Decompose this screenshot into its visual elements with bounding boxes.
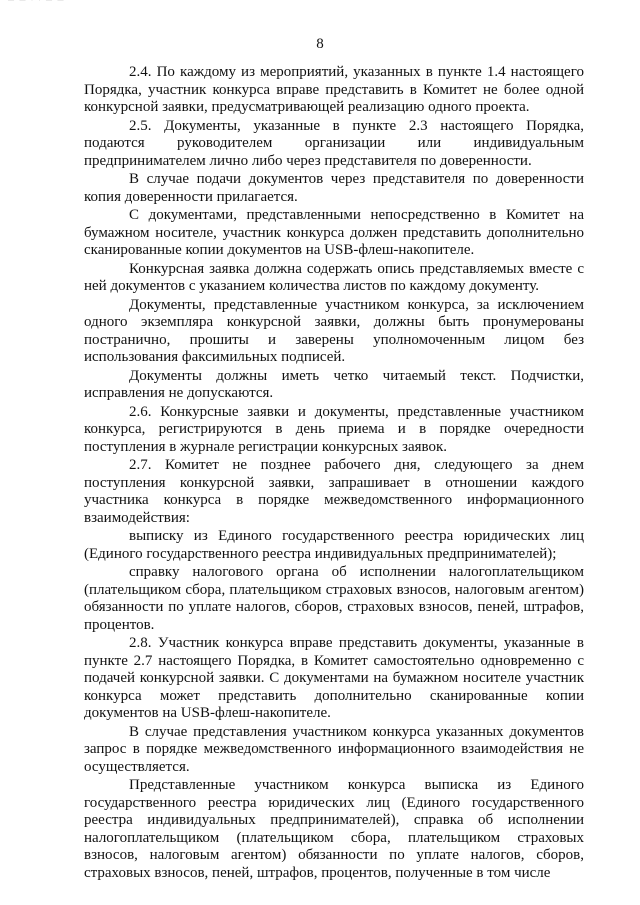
paragraph-2-8: 2.8. Участник конкурса вправе представить документы, указанные в пункте 2.7 настоящего Порядка, в Комитет самостоятельно одновременно с подачей конкурсной заявки. С документами на бумажном носителе участник конкурса может представить дополнительно сканированные копии документов на USB-флеш-накопителе. (84, 635, 584, 721)
paragraph-inventory: Конкурсная заявка должна содержать опись представляемых вместе с ней документов с указанием количества листов по каждому документу. (84, 260, 584, 294)
paragraph-tax-certificate: справку налогового органа об исполнении налогоплательщиком (плательщиком сбора, плательщиком страховых взносов, налоговым агентом) обязанности по уплате налогов, сборов, страховых взносов, пеней, штрафов, процентов. (84, 564, 584, 633)
scan-header-mark: — — · · — — (8, 0, 66, 3)
paragraph-2-4: 2.4. По каждому из мероприятий, указанных в пункте 1.4 настоящего Порядка, участник конкурса вправе представить в Комитет не более одной конкурсной заявки, предусматривающей реализацию одного проекта. (84, 64, 584, 115)
paragraph-2-5: 2.5. Документы, указанные в пункте 2.3 настоящего Порядка, подаются руководителем организации или индивидуальным предпринимателем лично либо через представителя по доверенности. (84, 117, 584, 169)
paragraph-readable-text: Документы должны иметь четко читаемый текст. Подчистки, исправления не допускаются. (84, 367, 584, 401)
document-body (84, 64, 584, 883)
paragraph-power-of-attorney: В случае подачи документов через представителя по доверенности копия доверенности прилагается. (84, 171, 584, 205)
paragraph-2-7: 2.7. Комитет не позднее рабочего дня, следующего за днем поступления конкурсной заявки, запрашивает в отношении каждого участника конкурса в порядке межведомственного информационного взаимодействия: (84, 457, 584, 526)
paragraph-registry-extract: выписку из Единого государственного реестра юридических лиц (Единого государственного реестра индивидуальных предпринимателей); (84, 528, 584, 562)
paragraph-scanned-copies: С документами, представленными непосредственно в Комитет на бумажном носителе, участник конкурса должен представить дополнительно сканированные копии документов на USB-флеш-накопителе. (84, 207, 584, 258)
paragraph-numbering: Документы, представленные участником конкурса, за исключением одного экземпляра конкурсной заявки, должны быть пронумерованы постранично, прошиты и заверены уполномоченным лицом без использования факсимильных подписей. (84, 296, 584, 365)
paragraph-2-6: 2.6. Конкурсные заявки и документы, представленные участником конкурса, регистрируются в день приема и в порядке очередности поступления в журнале регистрации конкурсных заявок. (84, 403, 584, 455)
page-number: 8 (316, 36, 324, 52)
paragraph-submitted-documents: Представленные участником конкурса выписка из Единого государственного реестра юридических лиц (Единого государственного реестра индивидуальных предпринимателей), справка об исполнении налогоплательщиком (плательщиком сбора, плательщиком страховых взносов, налоговым агентом) обязанности по уплате налогов, сборов, страховых взносов, пеней, штрафов, процентов, полученные в том числе (84, 777, 584, 881)
paragraph-no-request: В случае представления участником конкурса указанных документов запрос в порядке межведомственного информационного взаимодействия не осуществляется. (84, 723, 584, 775)
